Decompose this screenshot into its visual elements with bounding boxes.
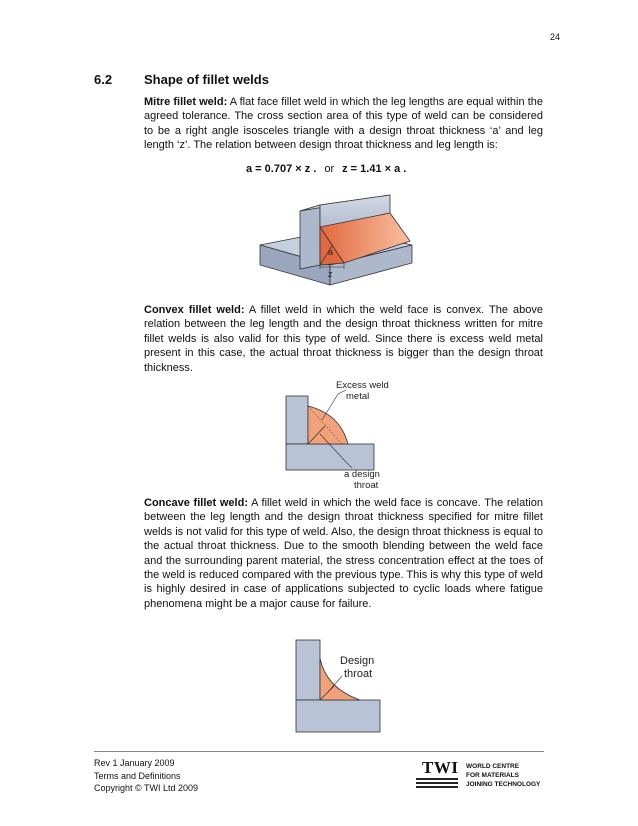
concave-fillet-weld-figure [286, 638, 386, 734]
twi-logo [414, 758, 544, 794]
concave-label-2: throat [344, 668, 373, 680]
footer [94, 757, 198, 795]
mitre-text: A flat face fillet weld in which the leg lengths are equal within the agreed tolerance. The cross section area of this type of weld can be considered to be a right angle isosceles triangle with a design throat thickness ‘a’ and leg length ‘z’. The relation between design throat thickness and leg length is: [144, 96, 543, 152]
footer-revision: Rev 1 January 2009 [94, 758, 175, 768]
twi-logo-tag-line2: FOR MATERIALS [466, 772, 519, 779]
throat-formula [246, 163, 406, 175]
formula-z: z = 1.41 × a . [342, 163, 407, 175]
mitre-label-a: a [328, 247, 334, 257]
footer-copyright: Copyright © TWI Ltd 2009 [94, 783, 199, 793]
footer-title: Terms and Definitions [94, 770, 181, 781]
convex-label-throat-2: throat [354, 480, 379, 491]
convex-label-excess-1: Excess weld [336, 380, 389, 391]
convex-fillet-weld-figure [280, 378, 390, 492]
formula-a: a = 0.707 × z . [246, 163, 317, 175]
convex-paragraph [144, 303, 543, 375]
convex-label-throat-1: a design [344, 469, 380, 480]
twi-logo-tag-line1: WORLD CENTRE [466, 763, 520, 770]
concave-term: Concave fillet weld: [144, 497, 248, 509]
mitre-fillet-weld-figure [252, 193, 418, 293]
twi-logo-word: TWI [422, 758, 459, 777]
concave-text: A fillet weld in which the weld face is concave. The relation between the leg length and the design throat thickness specified for mitre fillet welds is not valid for this type of weld. Also, the design throat thickness is equal to the actual throat thickness. Due to the smooth blending between the weld face and the surrounding parent material, the stress concentration effect at the toes of the weld is reduced compared with the previous type. This is why this type of weld is highly desired in case of applications subjected to cyclic loads where fatigue phenomena might be a major cause for failure. [144, 497, 543, 610]
formula-or: or [324, 163, 335, 175]
convex-text: A fillet weld in which the weld face is convex. The above relation between the leg length and the design throat thickness written for mitre fillet welds is also valid for this type of weld. Since there is excess weld metal present in this case, the actual throat thickness is bigger than the design throat thickness. [144, 304, 543, 374]
convex-term: Convex fillet weld: [144, 304, 245, 316]
concave-paragraph [144, 496, 543, 611]
twi-logo-tag-line3: JOINING TECHNOLOGY [466, 781, 541, 788]
concave-label-1: Design [340, 655, 375, 667]
convex-label-excess-2: metal [346, 391, 370, 402]
mitre-paragraph [144, 95, 543, 153]
mitre-label-z: z [328, 269, 333, 279]
section-title: Shape of fillet welds [144, 72, 269, 87]
page-number: 24 [549, 32, 560, 42]
section-number: 6.2 [94, 72, 113, 87]
mitre-term: Mitre fillet weld: [144, 96, 228, 108]
twi-logo-tagline [466, 762, 540, 789]
footer-divider [94, 751, 544, 752]
